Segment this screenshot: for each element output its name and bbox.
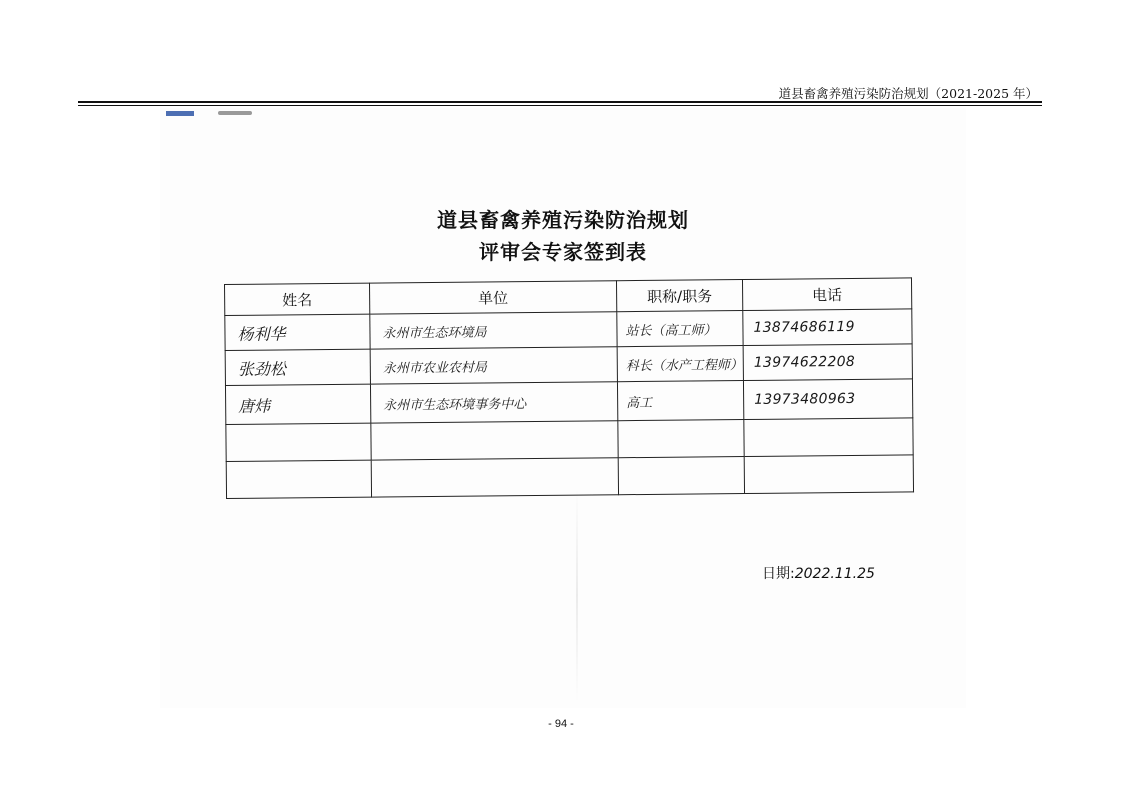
handwritten-title: 高工 xyxy=(626,395,653,411)
cell-title xyxy=(617,311,743,347)
sign-in-table xyxy=(224,277,914,499)
scan-artifact-mark xyxy=(166,111,194,116)
handwritten-unit: 永州市生态环境局 xyxy=(382,324,487,341)
handwritten-unit: 永州市生态环境事务中心 xyxy=(383,396,527,413)
handwritten-phone xyxy=(745,473,913,475)
cell-phone xyxy=(744,418,913,457)
cell-name xyxy=(226,423,371,461)
scanned-sheet xyxy=(160,108,966,708)
document-title: 道县畜禽养殖污染防治规划 xyxy=(437,208,689,232)
handwritten-phone: 13874686119 xyxy=(753,318,855,336)
handwritten-unit: 永州市农业农村局 xyxy=(382,359,487,376)
handwritten-name: 杨利华 xyxy=(237,323,286,344)
handwritten-title xyxy=(619,475,744,476)
column-header-unit: 单位 xyxy=(369,281,616,314)
handwritten-name xyxy=(227,479,371,480)
handwritten-unit xyxy=(372,439,618,441)
column-header-phone: 电话 xyxy=(742,278,911,311)
handwritten-name xyxy=(227,442,371,443)
header-rule-thin xyxy=(78,105,1042,106)
cell-phone xyxy=(743,309,912,346)
handwritten-phone: 13973480963 xyxy=(754,390,856,408)
cell-title xyxy=(617,346,743,382)
cell-name xyxy=(226,460,371,498)
date-label: 日期: xyxy=(762,566,795,582)
header-rule-thick xyxy=(78,101,1042,103)
table-row xyxy=(226,455,913,499)
cell-title xyxy=(618,457,744,495)
document-subtitle: 评审会专家签到表 xyxy=(479,240,647,264)
running-header: 道县畜禽养殖污染防治规划（2021-2025 年） xyxy=(778,86,1038,101)
handwritten-title: 站长（高工师） xyxy=(625,322,717,339)
cell-name xyxy=(225,349,370,385)
cell-phone xyxy=(743,344,912,381)
table-row xyxy=(225,379,912,425)
cell-unit xyxy=(371,421,618,460)
handwritten-title: 科长（水产工程师） xyxy=(625,357,743,374)
cell-phone xyxy=(743,379,912,420)
cell-unit xyxy=(370,312,617,349)
date-value: 2022.11.25 xyxy=(794,566,875,582)
cell-title xyxy=(618,420,744,458)
cell-phone xyxy=(744,455,913,494)
column-header-title: 职称/职务 xyxy=(616,280,742,312)
column-header-name: 姓名 xyxy=(225,283,370,315)
page-number: - 94 - xyxy=(548,718,574,730)
handwritten-unit xyxy=(372,476,618,478)
handwritten-phone xyxy=(745,436,913,438)
cell-name xyxy=(225,314,370,350)
sign-date xyxy=(762,563,875,583)
handwritten-phone: 13974622208 xyxy=(753,353,856,371)
cell-name xyxy=(225,384,370,424)
cell-title xyxy=(617,381,743,421)
scan-artifact-mark xyxy=(218,111,252,115)
cell-unit xyxy=(371,458,618,497)
handwritten-name: 张劲松 xyxy=(237,358,286,379)
handwritten-title xyxy=(619,438,744,439)
cell-unit xyxy=(370,347,617,384)
paper-fold-line xyxy=(576,488,578,703)
cell-unit xyxy=(370,382,617,423)
handwritten-name: 唐炜 xyxy=(238,396,271,416)
